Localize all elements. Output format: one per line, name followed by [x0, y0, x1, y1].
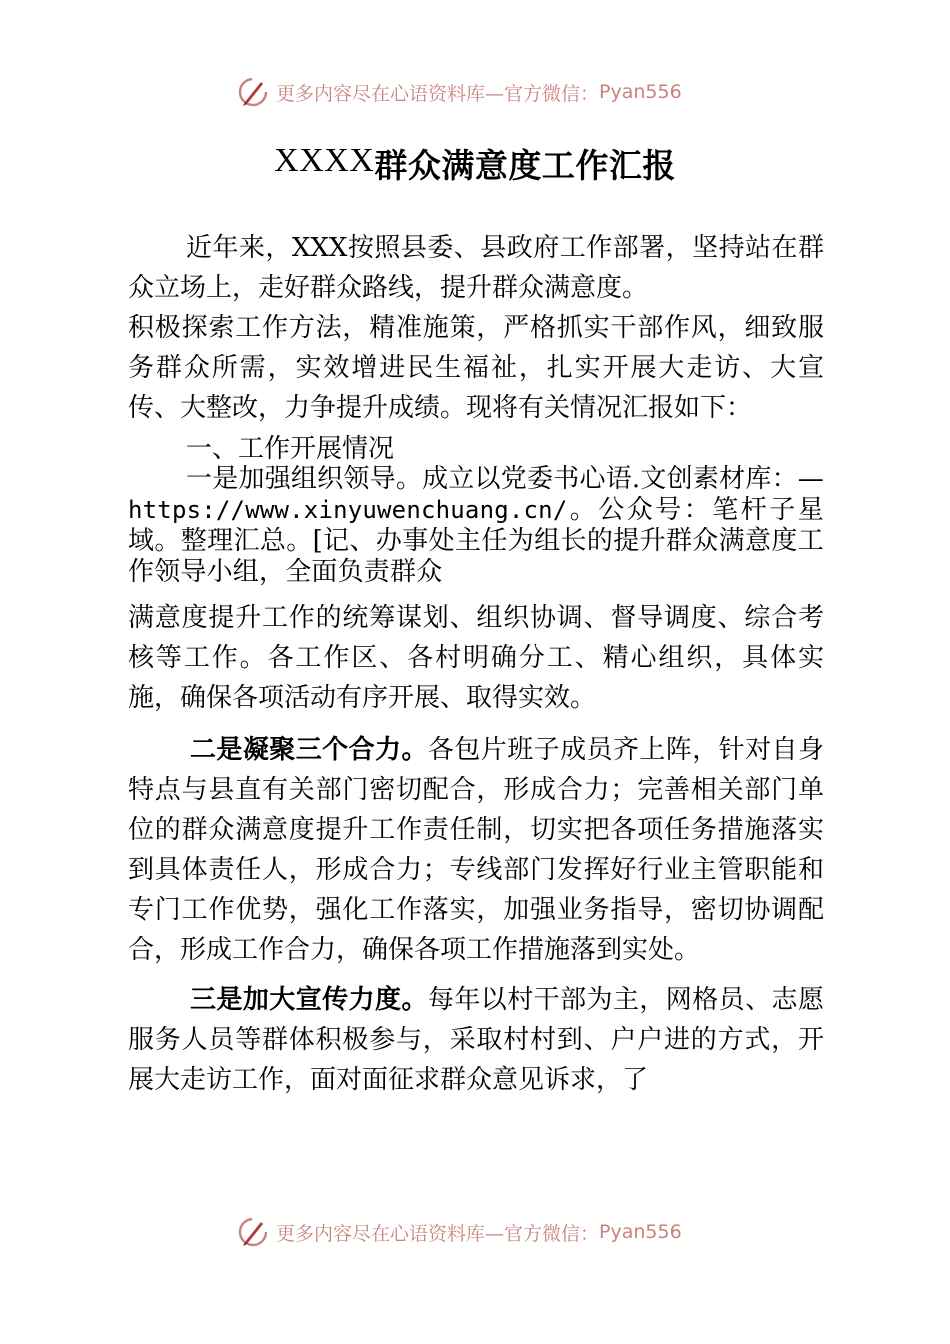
item-1-text-a: 一是加强组织领导。成立以党委书心语.文创素材库：—: [186, 464, 824, 494]
paragraph-item-2: [128, 730, 824, 970]
item-2-lead: 二是凝聚三个合力。: [190, 735, 428, 765]
section-heading-1: 一、工作开展情况: [186, 434, 395, 464]
watermark-banner-bottom: [236, 1214, 682, 1250]
document-title: [0, 140, 950, 187]
item-3-text: 每年以村干部为主，网格员、志愿服务人员等群体积极参与，采取村村到、户户进的方式，开展大走访工作，面对面征求群众意见诉求，了: [128, 985, 824, 1095]
title-text: 群众满意度工作汇报: [374, 146, 676, 185]
paragraph-item-3: [128, 980, 824, 1100]
item-3-lead: 三是加大宣传力度。: [190, 985, 428, 1015]
watermark-wechat-id: Pyan556: [599, 1221, 682, 1243]
title-placeholder-name: XXXX: [274, 142, 375, 179]
watermark-text: 更多内容尽在心语资料库—官方微信：: [276, 1222, 600, 1245]
watermark-banner-top: [236, 74, 682, 110]
watermark-wechat-id: Pyan556: [599, 81, 682, 103]
document-body: [128, 228, 824, 1100]
item-2-text: 各包片班子成员齐上阵，针对自身特点与县直有关部门密切配合，形成合力；完善相关部门单位的群众满意度提升工作责任制，切实把各项任务措施落实到具体责任人，形成合力；专线部门发挥好行业主管职能和专门工作优势，强化工作落实，加强业务指导，密切协调配合，形成工作合力，确保各项工作措施落到实处。: [128, 735, 824, 965]
quill-logo-icon: [236, 75, 270, 109]
item-1-text-b: 。公众号：笔杆子星域。整理汇总。[记、办事处主任为组长的提升群众满意度工作领导小组，全面负责群众: [128, 495, 824, 587]
paragraph-item-1-continued: 满意度提升工作的统筹谋划、组织协调、督导调度、综合考核等工作。各工作区、各村明确分工、精心组织，具体实施，确保各项活动有序开展、取得实效。: [128, 603, 824, 713]
paragraph-intro-1: 近年来，XXX按照县委、县政府工作部署，坚持站在群众立场上，走好群众路线，提升群众满意度。: [128, 233, 824, 303]
paragraph-intro-2: 积极探索工作方法，精准施策，严格抓实干部作风，细致服务群众所需，实效增进民生福祉，扎实开展大走访、大宣传、大整改，力争提升成绩。现将有关情况汇报如下：: [128, 313, 824, 423]
quill-logo-icon: [236, 1215, 270, 1249]
paragraph-item-1: [128, 464, 824, 588]
item-1-url: https://www.xinyuwenchuang.cn/: [128, 496, 568, 524]
watermark-text: 更多内容尽在心语资料库—官方微信：: [276, 82, 600, 105]
